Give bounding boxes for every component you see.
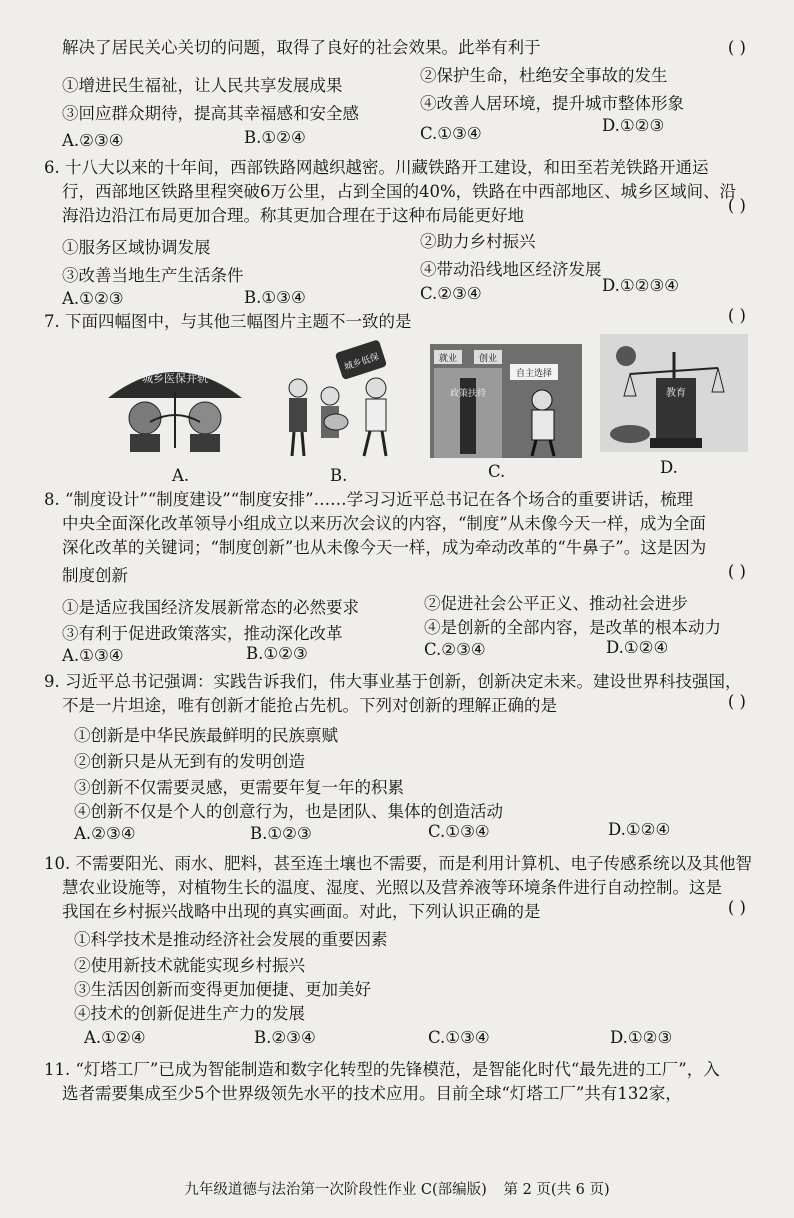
q5-option-2: ②保护生命，杜绝安全事故的发生: [420, 66, 668, 85]
q6-option-3: ③改善当地生产生活条件: [62, 266, 244, 285]
q6-choice-c: C.②③④: [420, 284, 482, 303]
q6-option-4: ④带动沿线地区经济发展: [420, 260, 602, 279]
figure-a-caption: A.: [172, 466, 190, 485]
q5-option-4: ④改善人居环境，提升城市整体形象: [420, 94, 684, 113]
figure-a-drawing: [100, 352, 250, 456]
q9-stem-line-2: 不是一片坦途，唯有创新才能抢占先机。下列对创新的理解正确的是: [62, 696, 557, 715]
figure-c-label-2: 创业: [478, 354, 498, 364]
q8-option-3: ③有利于促进政策落实，推动深化改革: [62, 624, 343, 643]
figure-c-label-4: 政策扶持: [449, 389, 487, 399]
figure-d-label: 教育: [666, 388, 686, 399]
figure-d-caption: D.: [660, 458, 678, 477]
q10-option-2: ②使用新技术就能实现乡村振兴: [74, 956, 305, 975]
q6-option-1: ①服务区域协调发展: [62, 238, 211, 257]
q8-option-4: ④是创新的全部内容，是改革的根本动力: [424, 618, 721, 637]
figure-c-label-1: 就业: [438, 354, 458, 364]
q10-option-4: ④技术的创新促进生产力的发展: [74, 1004, 305, 1023]
q6-answer-bracket: ( ): [727, 196, 746, 215]
q6-option-2: ②助力乡村振兴: [420, 232, 536, 251]
q10-stem-line-2: 慧农业设施等，对植物生长的温度、湿度、光照以及营养液等环境条件进行自动控制。这是: [62, 878, 722, 897]
q5-choice-c: C.①③④: [420, 124, 482, 143]
figure-b-caption: B.: [330, 466, 348, 485]
q8-choice-a: A.①③④: [62, 646, 124, 665]
q11-stem-line-1: 11. “灯塔工厂”已成为智能制造和数字化转型的先锋模范，是智能化时代“最先进的工厂”，入: [44, 1060, 720, 1079]
q8-stem-line-1: 8. “制度设计”“制度建设”“制度安排”……学习习近平总书记在各个场合的重要讲话，梳理: [44, 490, 694, 509]
q6-choice-a: A.①②③: [62, 289, 124, 308]
q9-answer-bracket: ( ): [727, 692, 746, 711]
q10-choice-c: C.①③④: [428, 1028, 490, 1047]
q8-option-1: ①是适应我国经济发展新常态的必然要求: [62, 598, 359, 617]
figure-b: [268, 338, 408, 460]
q8-option-2: ②促进社会公平正义、推动社会进步: [424, 594, 688, 613]
q10-choice-b: B.②③④: [254, 1028, 316, 1047]
figure-a-label: 城乡医保并轨: [142, 372, 208, 385]
q9-choice-d: D.①②④: [608, 820, 671, 839]
figure-c-drawing: [430, 344, 582, 458]
q10-choice-d: D.①②③: [610, 1028, 673, 1047]
q9-option-3: ③创新不仅需要灵感，更需要年复一年的积累: [74, 778, 404, 797]
figure-c: [430, 344, 582, 458]
q10-stem-line-3: 我国在乡村振兴战略中出现的真实画面。对此，下列认识正确的是: [62, 902, 541, 921]
figure-c-caption: C.: [488, 462, 506, 481]
q9-option-2: ②创新只是从无到有的发明创造: [74, 752, 305, 771]
q10-stem-line-1: 10. 不需要阳光、雨水、肥料，甚至连土壤也不需要，而是利用计算机、电子传感系统以及其他智: [44, 854, 752, 873]
q11-stem-line-2: 选者需要集成至少5个世界级领先水平的技术应用。目前全球“灯塔工厂”共有132家，: [62, 1084, 682, 1103]
q5-option-1: ①增进民生福祉，让人民共享发展成果: [62, 76, 343, 95]
figure-b-drawing: [268, 338, 408, 460]
figure-d: [600, 334, 748, 452]
q6-stem-line-3: 海沿边沿江布局更加合理。称其更加合理在于这种布局能更好地: [62, 206, 524, 225]
q10-choice-a: A.①②④: [84, 1028, 146, 1047]
q9-choice-a: A.②③④: [74, 824, 136, 843]
q9-stem-line-1: 9. 习近平总书记强调：实践告诉我们，伟大事业基于创新，创新决定未来。建设世界科技强国，: [44, 672, 742, 691]
q5-answer-bracket: ( ): [727, 38, 746, 57]
q5-choice-d: D.①②③: [602, 116, 665, 135]
q9-option-4: ④创新不仅是个人的创意行为，也是团队、集体的创造活动: [74, 802, 503, 821]
q8-stem-line-2: 中央全面深化改革领导小组成立以来历次会议的内容，“制度”从未像今天一样，成为全面: [62, 514, 706, 533]
q8-answer-bracket: ( ): [727, 562, 746, 581]
q5-choice-b: B.①②④: [244, 128, 306, 147]
q6-choice-d: D.①②③④: [602, 276, 680, 295]
q9-option-1: ①创新是中华民族最鲜明的民族禀赋: [74, 726, 338, 745]
figure-d-drawing: [600, 334, 748, 452]
page-footer: [0, 1178, 794, 1199]
q8-choice-d: D.①②④: [606, 638, 669, 657]
figure-a: [100, 352, 250, 456]
q10-answer-bracket: ( ): [727, 898, 746, 917]
q6-stem-line-1: 6. 十八大以来的十年间，西部铁路网越织越密。川藏铁路开工建设，和田至若羌铁路开通运: [44, 158, 709, 177]
q7-answer-bracket: ( ): [727, 306, 746, 325]
figure-b-label: 城乡低保: [343, 352, 381, 373]
q9-choice-b: B.①②③: [250, 824, 312, 843]
q8-choice-c: C.②③④: [424, 640, 486, 659]
q8-stem-line-3: 深化改革的关键词；“制度创新”也从未像今天一样，成为牵动改革的“牛鼻子”。这是因为: [62, 538, 707, 557]
q10-option-3: ③生活因创新而变得更加便捷、更加美好: [74, 980, 371, 999]
footer-course-title: 九年级道德与法治第一次阶段性作业 C(部编版): [184, 1182, 487, 1198]
footer-page-number: 第 2 页(共 6 页): [503, 1182, 610, 1198]
q9-choice-c: C.①③④: [428, 822, 490, 841]
q5-choice-a: A.②③④: [62, 131, 124, 150]
figure-c-label-3: 自主选择: [515, 369, 553, 379]
q6-choice-b: B.①③④: [244, 288, 306, 307]
q7-stem-line: 7. 下面四幅图中，与其他三幅图片主题不一致的是: [44, 312, 412, 331]
q6-stem-line-2: 行，西部地区铁路里程突破6万公里，占到全国的40%，铁路在中西部地区、城乡区域间、沿: [62, 182, 737, 201]
q8-choice-b: B.①②③: [246, 644, 308, 663]
q10-option-1: ①科学技术是推动经济社会发展的重要因素: [74, 930, 388, 949]
q5-stem-line: 解决了居民关心关切的问题，取得了良好的社会效果。此举有利于: [62, 38, 541, 57]
q8-stem-line-4: 制度创新: [62, 566, 128, 585]
q5-option-3: ③回应群众期待，提高其幸福感和安全感: [62, 104, 359, 123]
